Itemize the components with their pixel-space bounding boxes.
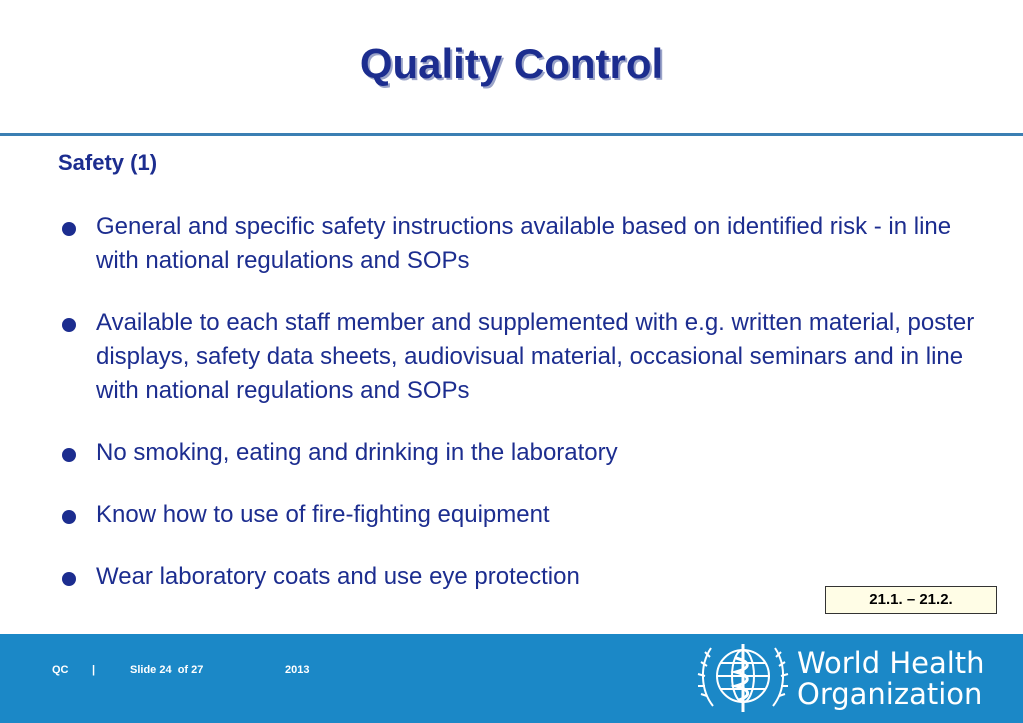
footer-separator: |: [92, 664, 96, 676]
bullet-item: [58, 210, 978, 278]
bullet-icon: [62, 448, 76, 462]
footer-section: QC: [52, 664, 69, 676]
bullet-item: [58, 306, 978, 408]
bullet-text: General and specific safety instructions available based on identified risk - in line with national regulations and SOPs: [96, 213, 952, 274]
title-divider: [0, 133, 1023, 136]
bullet-text: Wear laboratory coats and use eye protection: [96, 563, 580, 590]
section-subheading: Safety (1): [58, 150, 158, 175]
bullet-icon: [62, 318, 76, 332]
bullet-text: Know how to use of fire-fighting equipment: [96, 501, 550, 528]
who-emblem-icon: [693, 636, 789, 720]
org-name-line1: World Health: [797, 646, 985, 680]
reference-box: 21.1. – 21.2.: [825, 586, 997, 614]
footer-slide-number: Slide 24 of 27: [130, 664, 204, 676]
slide-title: Quality Control: [359, 40, 664, 87]
footer-bar: [0, 634, 1023, 723]
bullet-text: Available to each staff member and supplemented with e.g. written material, poster displays, safety data sheets, audiovisual material, occasional seminars and in line with national regulations and SOPs: [96, 309, 975, 404]
bullet-item: [58, 436, 978, 470]
org-name-line2: Organization: [797, 677, 983, 711]
footer-year: 2013: [285, 664, 310, 676]
bullet-icon: [62, 510, 76, 524]
bullet-item: [58, 498, 978, 532]
bullet-icon: [62, 572, 76, 586]
bullet-text: No smoking, eating and drinking in the laboratory: [96, 439, 618, 466]
bullet-icon: [62, 222, 76, 236]
who-wordmark: [797, 648, 985, 710]
bullet-list: [58, 210, 978, 622]
who-logo: [693, 636, 1013, 720]
